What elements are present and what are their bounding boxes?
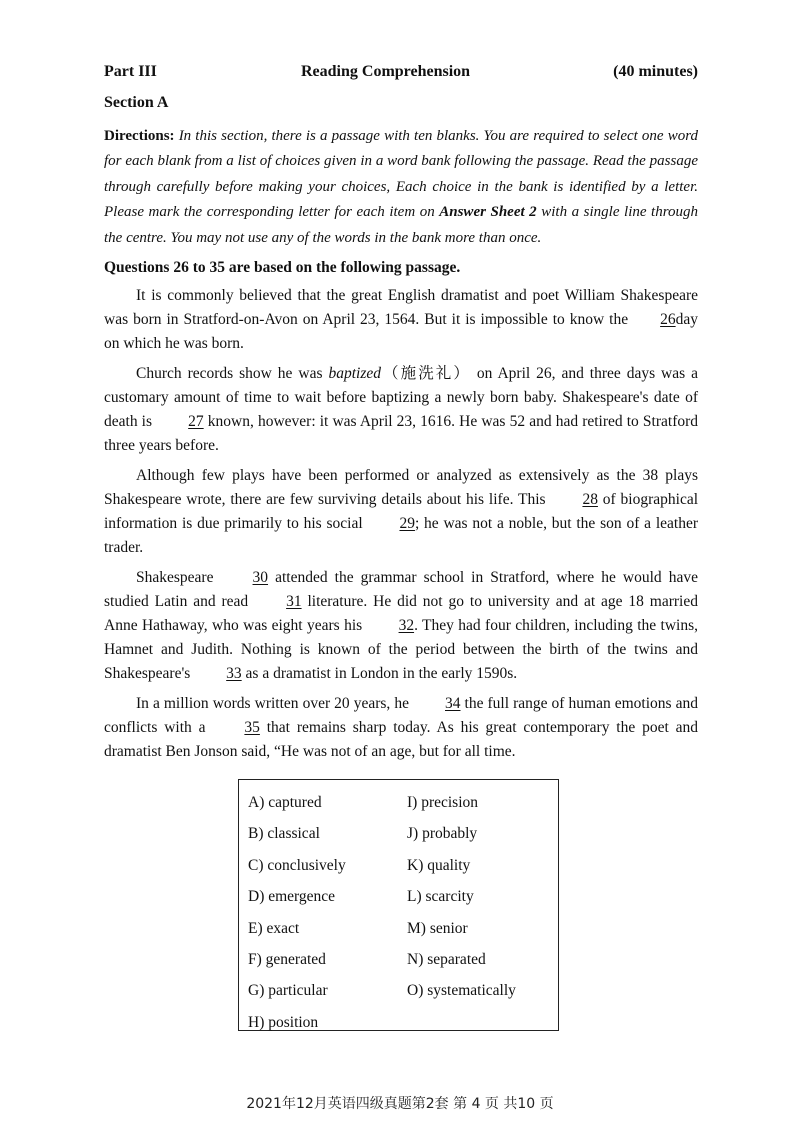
word-bank <box>238 779 559 1031</box>
page-footer: 2021年12月英语四级真题第2套 第 4 页 共10 页 <box>246 1096 554 1112</box>
paragraph-4 <box>104 566 698 686</box>
text-span: Shakespeare <box>136 569 214 586</box>
part-title: Reading Comprehension <box>301 63 471 80</box>
text-span: Although few plays have been performed or analyzed as extensively as the 38 plays Shakespeare wrote, there are few surviving details about his life. This <box>104 467 698 508</box>
bank-option-m: M) senior <box>407 919 468 937</box>
bank-option-l: L) scarcity <box>407 888 474 906</box>
paragraph-3 <box>104 464 698 560</box>
text-span: on April 26, and three days was a customary amount of time to wait before baptizing a newly born baby. Shakespeare's date of death is <box>104 365 698 430</box>
word-bank-right-column <box>407 787 516 1007</box>
blank-35: 35 <box>244 719 260 736</box>
text-span: literature. He did not go to university and at age 18 married Anne Hathaway, who was eight years his <box>104 593 698 634</box>
bank-option-o: O) systematically <box>407 982 516 1000</box>
bank-option-k: K) quality <box>407 856 471 874</box>
bank-option-n: N) separated <box>407 951 486 969</box>
text-span: ; he was not a noble, but the son of a leather trader. <box>104 515 698 556</box>
text-span: Church records show he was <box>136 365 323 382</box>
bank-option-b: B) classical <box>248 825 320 843</box>
bank-option-a: A) captured <box>248 794 322 811</box>
blank-26: 26 <box>660 311 676 328</box>
directions-text: In this section, there is a passage with ten blanks. You are required to select one word for each blank from a list of choices given in a word bank following the passage. Read the passage through carefully before making your choices, Each choice in the bank is identified by a letter. Please mark the corresponding letter for each item on <box>104 128 699 221</box>
blank-31: 31 <box>286 593 302 610</box>
text-span: attended the grammar school in Stratford, where he would have studied Latin and read <box>104 569 699 610</box>
bank-option-c: C) conclusively <box>248 856 346 874</box>
blank-34: 34 <box>445 695 461 712</box>
section-title: Section A <box>104 94 169 111</box>
text-span: In a million words written over 20 years, he <box>136 695 409 712</box>
answer-sheet-ref: Answer Sheet 2 <box>439 204 537 221</box>
directions <box>104 124 698 251</box>
text-span: It is commonly believed that the great English dramatist and poet William Shakespeare was born in Stratford-on-Avon on April 23, 1564. But it is impossible to know the <box>104 287 698 328</box>
blank-28: 28 <box>582 491 598 508</box>
text-span: the full range of human emotions and conflicts with a <box>104 695 698 736</box>
italic-term: baptized <box>328 365 381 382</box>
bank-option-g: G) particular <box>248 982 328 1000</box>
bank-option-j: J) probably <box>407 825 478 843</box>
text-span: known, however: it was April 23, 1616. He was 52 and had retired to Stratford three years before. <box>104 413 699 454</box>
directions-text-end: with a single line through the centre. You may not use any of the words in the bank more than once. <box>104 204 699 246</box>
time-limit: (40 minutes) <box>613 63 698 80</box>
text-span: of biographical information is due primarily to his social <box>104 491 699 532</box>
paragraph-2 <box>104 362 698 458</box>
bank-option-d: D) emergence <box>248 888 336 906</box>
blank-33: 33 <box>226 665 242 682</box>
bank-option-f: F) generated <box>248 951 326 969</box>
paragraph-1 <box>104 284 698 356</box>
paragraph-5 <box>104 692 698 764</box>
questions-title: Questions 26 to 35 are based on the following passage. <box>104 259 461 276</box>
blank-30: 30 <box>252 569 269 586</box>
text-span: day on which he was born. <box>104 311 698 352</box>
blank-27: 27 <box>188 413 204 430</box>
word-bank-left-column <box>248 787 346 1038</box>
part-header <box>104 60 698 84</box>
directions-lead: Directions: <box>104 128 175 144</box>
bank-option-i: I) precision <box>407 794 479 811</box>
reading-passage <box>104 284 698 770</box>
blank-32: 32 <box>398 617 415 634</box>
text-span: as a dramatist in London in the early 1590s. <box>245 665 518 682</box>
bank-option-h: H) position <box>248 1013 319 1031</box>
blank-29: 29 <box>399 515 415 532</box>
text-span: that remains sharp today. As his great contemporary the poet and dramatist Ben Jonson said, “He was not of an age, but for all time. <box>104 719 699 760</box>
bank-option-e: E) exact <box>248 919 300 937</box>
chinese-gloss: （施洗礼） <box>380 365 471 382</box>
text-span: . They had four children, including the twins, Hamnet and Judith. Nothing is known of the period between the birth of the twins and Shakespeare's <box>104 617 699 682</box>
part-label: Part III <box>104 63 157 80</box>
